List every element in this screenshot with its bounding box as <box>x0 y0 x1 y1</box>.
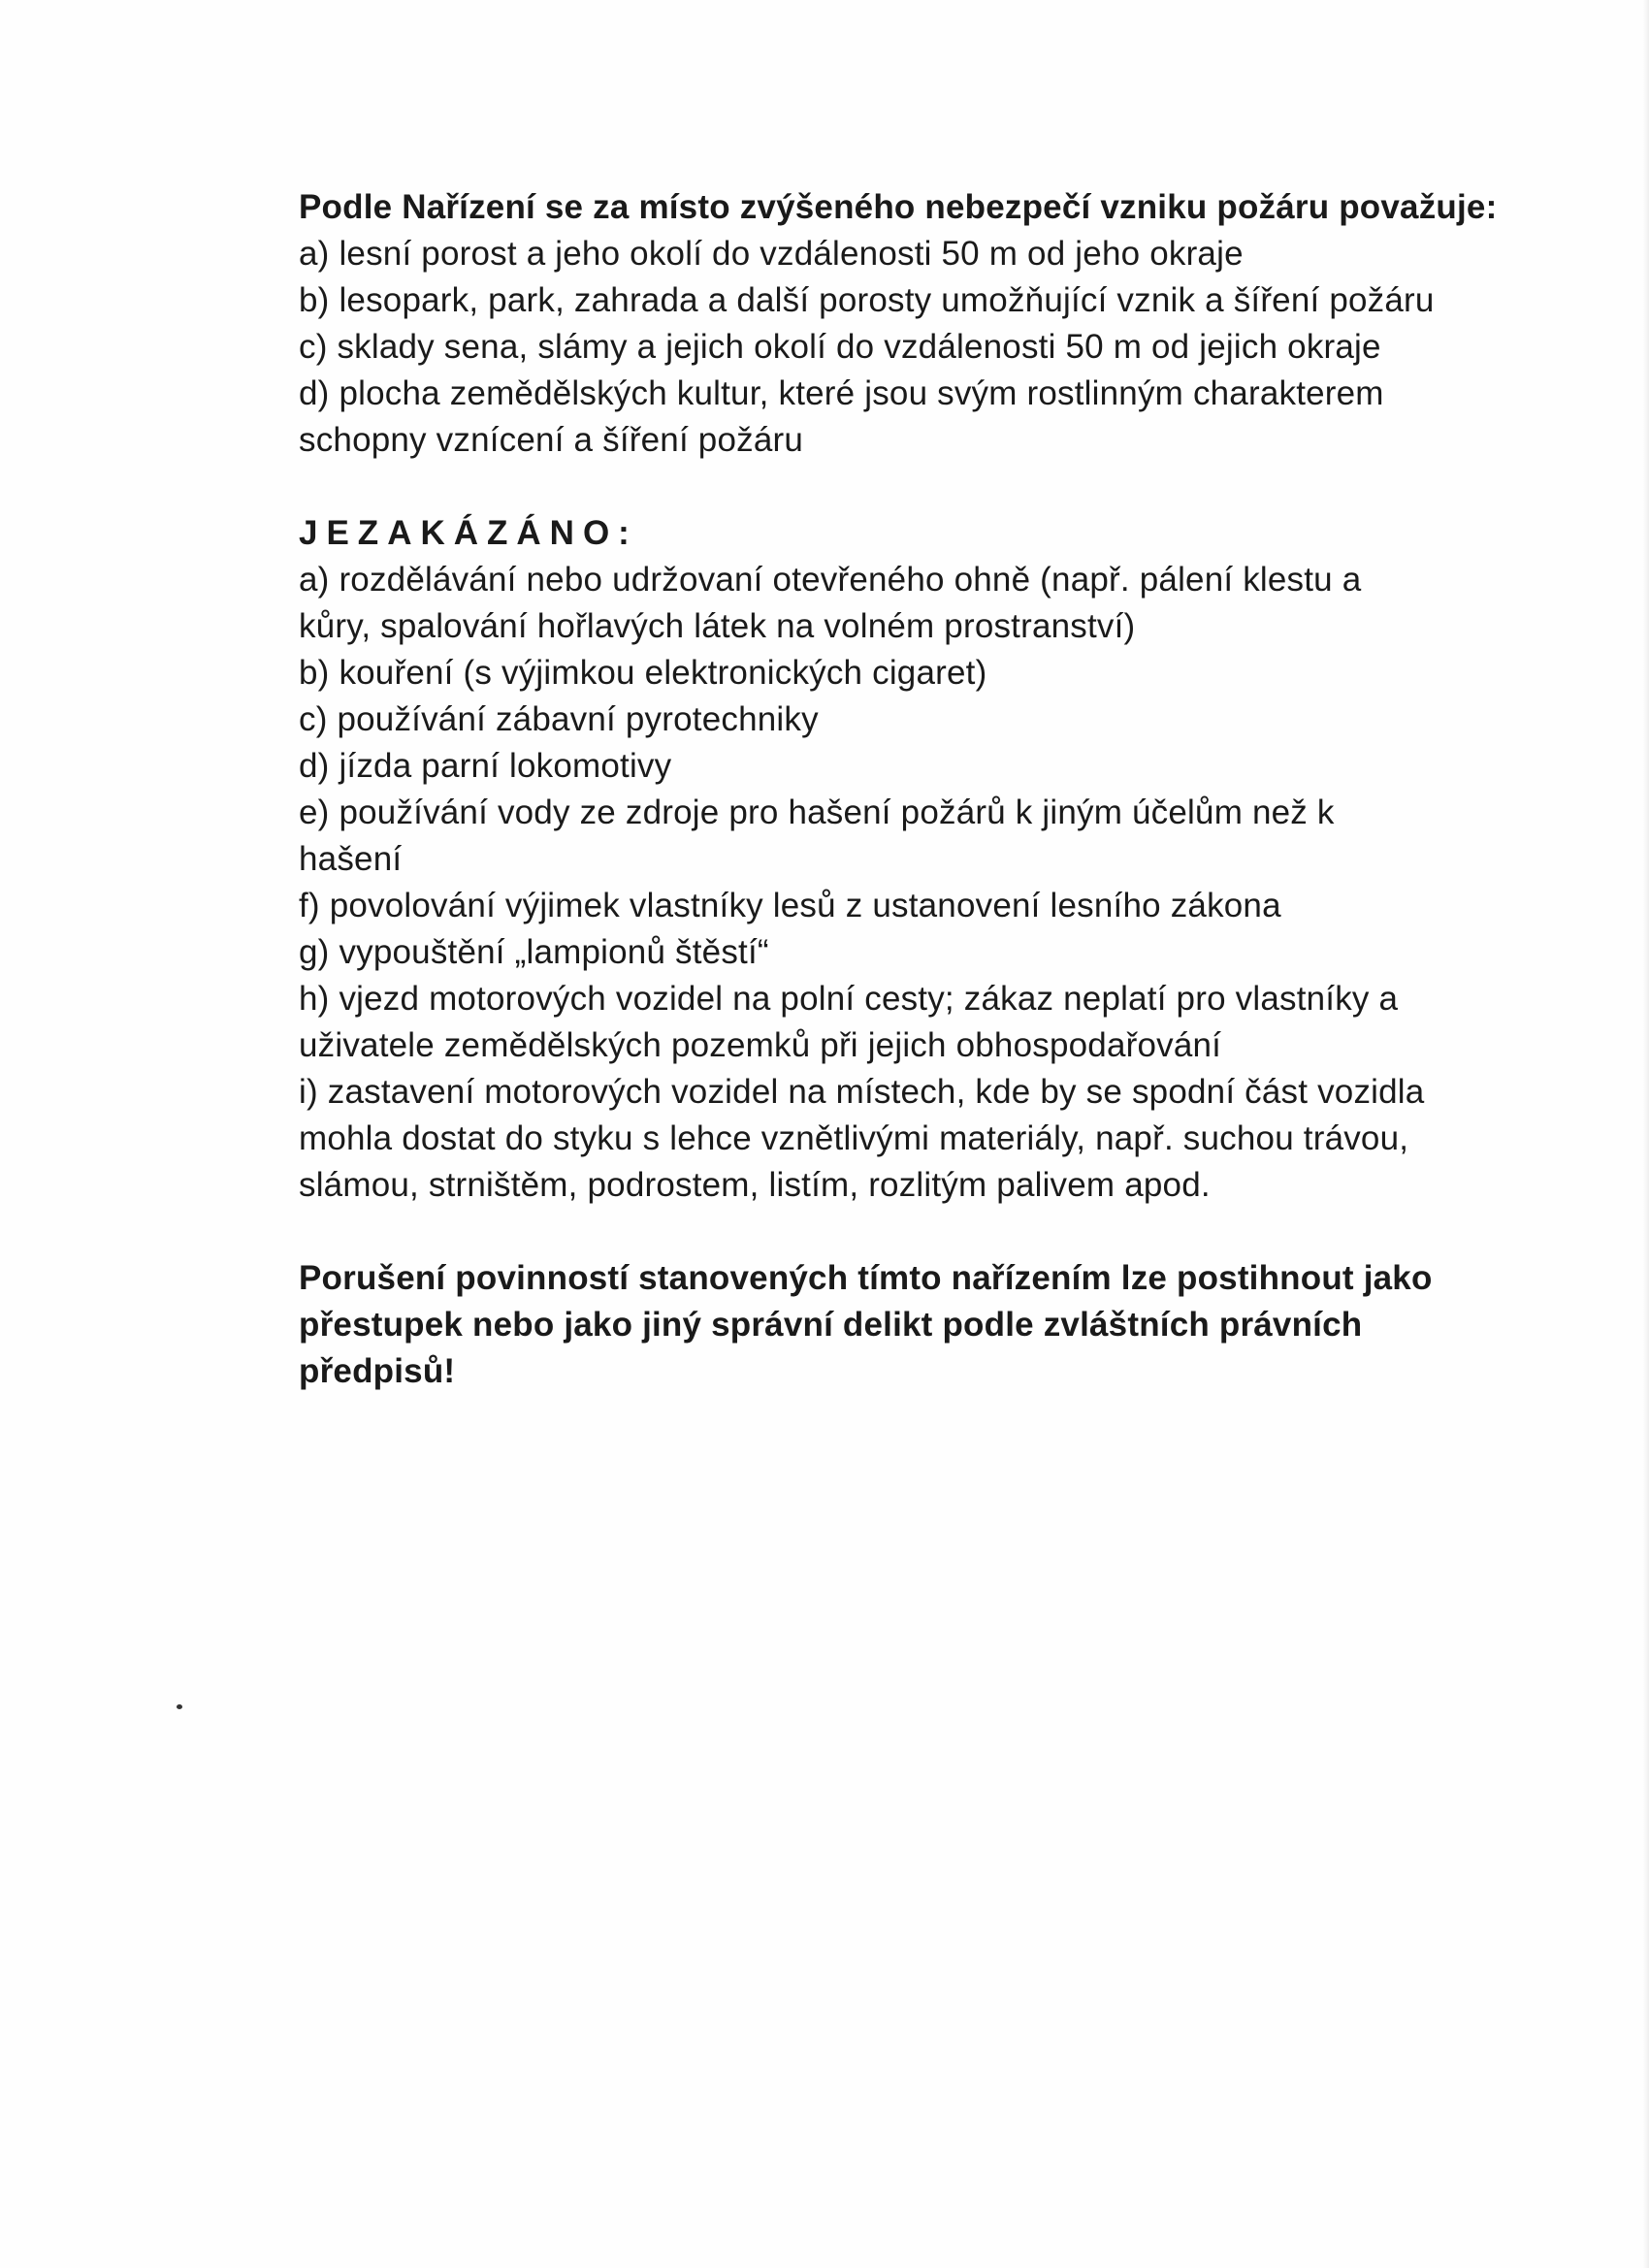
spacer <box>299 464 1560 510</box>
prohibited-heading: JEZAKÁZÁNO: <box>299 514 638 552</box>
prohibited-item-i-cont-2: slámou, strništěm, podrostem, listím, rozlitým palivem apod. <box>299 1166 1211 1204</box>
prohibited-item-e: e) používání vody ze zdroje pro hašení požárů k jiným účelům než k <box>299 794 1335 831</box>
prohibited-item-b: b) kouření (s výjimkou elektronických cigaret) <box>299 654 987 692</box>
prohibited-item-f: f) povolování výjimek vlastníky lesů z ustanovení lesního zákona <box>299 887 1281 924</box>
prohibited-section <box>299 510 1560 1209</box>
prohibited-item-i: i) zastavení motorových vozidel na místech, kde by se spodní část vozidla <box>299 1073 1425 1111</box>
document-body <box>299 184 1560 1395</box>
penalty-section <box>299 1255 1560 1395</box>
prohibited-item-h-cont: uživatele zemědělských pozemků při jejich obhospodařování <box>299 1026 1222 1064</box>
definition-item-a: a) lesní porost a jeho okolí do vzdálenosti 50 m od jeho okraje <box>299 235 1244 273</box>
definition-item-c: c) sklady sena, slámy a jejich okolí do vzdálenosti 50 m od jejich okraje <box>299 328 1381 366</box>
definition-item-d: d) plocha zemědělských kultur, které jsou svým rostlinným charakterem <box>299 374 1384 412</box>
definition-item-b: b) lesopark, park, zahrada a další porosty umožňující vznik a šíření požáru <box>299 281 1435 319</box>
scan-edge <box>1643 0 1649 2268</box>
prohibited-item-e-cont: hašení <box>299 840 403 878</box>
prohibited-item-a-cont: kůry, spalování hořlavých látek na volném prostranství) <box>299 607 1136 645</box>
scan-speck <box>177 1704 182 1709</box>
prohibited-item-i-cont-1: mohla dostat do styku s lehce vznětlivými materiály, např. suchou trávou, <box>299 1119 1409 1157</box>
prohibited-item-a: a) rozdělávání nebo udržovaní otevřeného ohně (např. pálení klestu a <box>299 561 1362 599</box>
definition-heading: Podle Nařízení se za místo zvýšeného nebezpečí vzniku požáru považuje: <box>299 188 1498 226</box>
prohibited-item-d: d) jízda parní lokomotivy <box>299 747 672 785</box>
prohibited-item-g: g) vypouštění „lampionů štěstí“ <box>299 933 769 971</box>
definition-section <box>299 184 1560 464</box>
penalty-line-3: předpisů! <box>299 1352 456 1390</box>
prohibited-item-h: h) vjezd motorových vozidel na polní cesty; zákaz neplatí pro vlastníky a <box>299 980 1399 1018</box>
penalty-line-2: přestupek nebo jako jiný správní delikt podle zvláštních právních <box>299 1306 1363 1344</box>
definition-item-d-cont: schopny vznícení a šíření požáru <box>299 421 804 459</box>
prohibited-item-c: c) používání zábavní pyrotechniky <box>299 700 819 738</box>
penalty-line-1: Porušení povinností stanovených tímto nařízením lze postihnout jako <box>299 1259 1433 1297</box>
spacer <box>299 1209 1560 1255</box>
